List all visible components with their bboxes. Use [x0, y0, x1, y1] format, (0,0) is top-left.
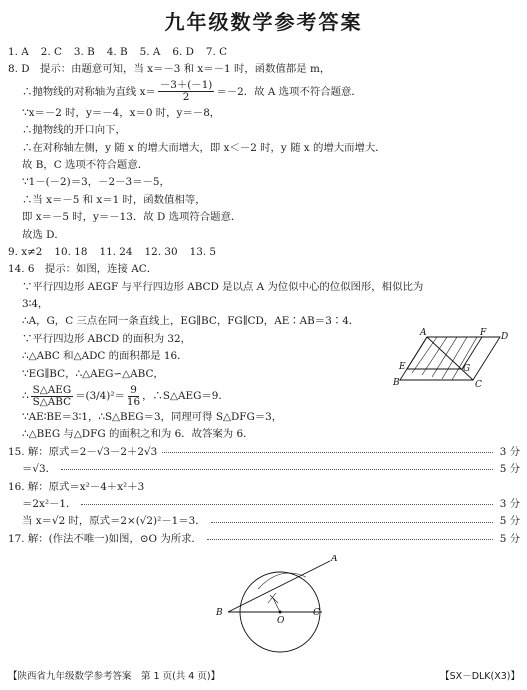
score-label: 3 分	[499, 497, 520, 510]
q14-line: ∵平行四边形 AEGF 与平行四边形 ABCD 是以点 A 为位似中心的位似图形，相似比为	[22, 280, 424, 293]
choice-answer: 2. C	[40, 46, 62, 58]
ray-ba	[228, 561, 330, 612]
score-label: 3 分	[499, 445, 520, 458]
label-d: D	[501, 332, 509, 342]
choice-answer: 7. C	[205, 46, 228, 58]
dotted-leader	[211, 522, 493, 523]
q14-line: ∴△BEG 与△DFG 的面积之和为 6．故答案为 6．	[22, 428, 254, 441]
hatch-line	[432, 337, 457, 377]
q15-line-1	[8, 444, 520, 461]
score-label: 5 分	[499, 515, 520, 528]
q16-text: ＝2x²－1．	[22, 497, 77, 510]
q16-text: 16. 解：原式＝x²－4＋x²＋3	[8, 480, 145, 493]
label-b: B	[216, 608, 223, 618]
q17-line-1	[8, 531, 520, 548]
q17-circle-figure	[210, 555, 340, 665]
footer-right: 【SX－DLK(X3)】	[440, 671, 520, 682]
q14-ratio-numerator: S△AEG	[32, 383, 72, 396]
q17-text: 17. 解：(作法不唯一)如图，⊙O 为所求．	[8, 532, 202, 545]
choice-answer: 3. B	[73, 46, 95, 58]
q8-line: 故 B，C 选项不符合题意．	[22, 158, 149, 171]
q14-ratio-fraction-den: 16	[126, 395, 141, 408]
q8-head: 8. D 提示：由题意可知，当 x＝－3 和 x＝－1 时，函数值都是 m，	[8, 63, 331, 76]
label-c: C	[313, 608, 320, 618]
fill-answer: 12. 30	[144, 245, 178, 258]
fill-answers-row	[8, 244, 520, 261]
q16-line-3	[8, 513, 520, 530]
q14-ratio-fraction-2	[127, 385, 140, 408]
fill-answer: 10. 18	[54, 245, 88, 258]
center-point	[279, 611, 282, 614]
q8-axis-fraction	[158, 80, 215, 103]
choice-answers-row	[8, 44, 520, 61]
dotted-leader	[81, 504, 493, 505]
q14-parallelogram-figure	[392, 325, 512, 391]
q8-line: 即 x＝－5 时，y＝－13．故 D 选项符合题意．	[22, 211, 242, 224]
q8-line: ∴当 x＝－5 和 x＝1 时，函数值相等，	[22, 193, 206, 206]
answer-body	[8, 44, 520, 548]
label-o: O	[277, 616, 285, 626]
q14-line: ∴△ABC 和△ADC 的面积都是 16．	[22, 350, 188, 363]
q15-line-2	[8, 461, 520, 478]
choice-answer: 4. B	[106, 46, 128, 58]
construction-arc	[258, 573, 306, 589]
q14-line: 14. 6 提示：如图，连接 AC．	[8, 263, 158, 276]
fill-answer: 13. 5	[189, 245, 217, 258]
label-f: F	[480, 328, 487, 338]
choice-answer: 1. A	[8, 46, 29, 58]
q8-axis-line	[8, 79, 520, 105]
q15-text: 15. 解：原式＝2－√3－2＋2√3	[8, 445, 158, 458]
q8-line: 故选 D．	[22, 228, 65, 241]
q16-line-2	[8, 496, 520, 513]
label-b: B	[393, 378, 400, 388]
choice-answer: 5. A	[139, 46, 161, 58]
q8-axis-denominator: 2	[182, 91, 190, 104]
q8-line: ∵x＝－2 时，y＝－4，x＝0 时，y＝－8，	[22, 106, 221, 119]
label-a: A	[331, 555, 338, 564]
page-footer	[8, 668, 520, 682]
q14-ratio-fraction	[31, 385, 74, 408]
q16-text: 当 x＝√2 时，原式＝2×(√2)²－1＝3．	[22, 515, 206, 528]
q14-ratio-denominator: S△ABC	[32, 395, 72, 408]
page-title: 九年级数学参考答案	[164, 10, 363, 34]
q16-line-1	[8, 479, 520, 496]
label-a: A	[420, 328, 427, 338]
dotted-leader	[207, 539, 493, 540]
label-g: G	[463, 364, 471, 374]
q8-line: ∴抛物线的开口向下，	[22, 124, 126, 137]
bisector-line	[273, 598, 280, 612]
score-label: 5 分	[499, 532, 520, 545]
choice-answer: 6. D	[172, 46, 194, 58]
q8-axis-numerator: －3＋(－1)	[159, 79, 213, 92]
dotted-leader	[61, 469, 493, 470]
footer-left: 【陕西省九年级数学参考答案 第 1 页(共 4 页)】	[8, 671, 221, 682]
fill-answer: 9. x≠2	[8, 245, 43, 258]
q8-line: ∴在对称轴左侧，y 随 x 的增大而增大，即 x＜－2 时，y 随 x 的增大而增大．	[22, 141, 386, 154]
q15-text: ＝√3．	[22, 463, 57, 476]
q14-ratio-mid: ＝(3/4)²＝	[75, 390, 125, 403]
q8-axis-post: ＝－2．故 A 选项不符合题意．	[216, 85, 362, 98]
fill-answer: 11. 24	[99, 245, 133, 258]
q14-ratio-fraction-num: 9	[130, 383, 137, 396]
q14-line: ∵EG∥BC，∴△AEG∽△ABC，	[22, 367, 164, 380]
dotted-leader	[162, 452, 493, 453]
q8-line: ∵1－(－2)＝3，－2－3＝－5，	[22, 176, 170, 189]
q14-ratio-post: ，∴S△AEG＝9．	[142, 390, 229, 403]
q14-line: ∵平行四边形 ABCD 的面积为 32，	[22, 332, 192, 345]
score-label: 5 分	[499, 463, 520, 476]
q14-line: ∵AE∶BE＝3∶1，∴S△BEG＝3，同理可得 S△DFG＝3，	[22, 411, 283, 424]
q14-line: ∴A，G，C 三点在同一条直线上，EG∥BC，FG∥CD，AE∶AB＝3∶4．	[22, 315, 360, 328]
label-c: C	[475, 380, 482, 390]
q8-axis-pre: ∴抛物线的对称轴为直线 x＝	[22, 85, 156, 98]
label-e: E	[399, 362, 406, 372]
q14-line: 3∶4，	[22, 298, 49, 311]
q14-ratio-pre: ∴	[22, 390, 29, 403]
